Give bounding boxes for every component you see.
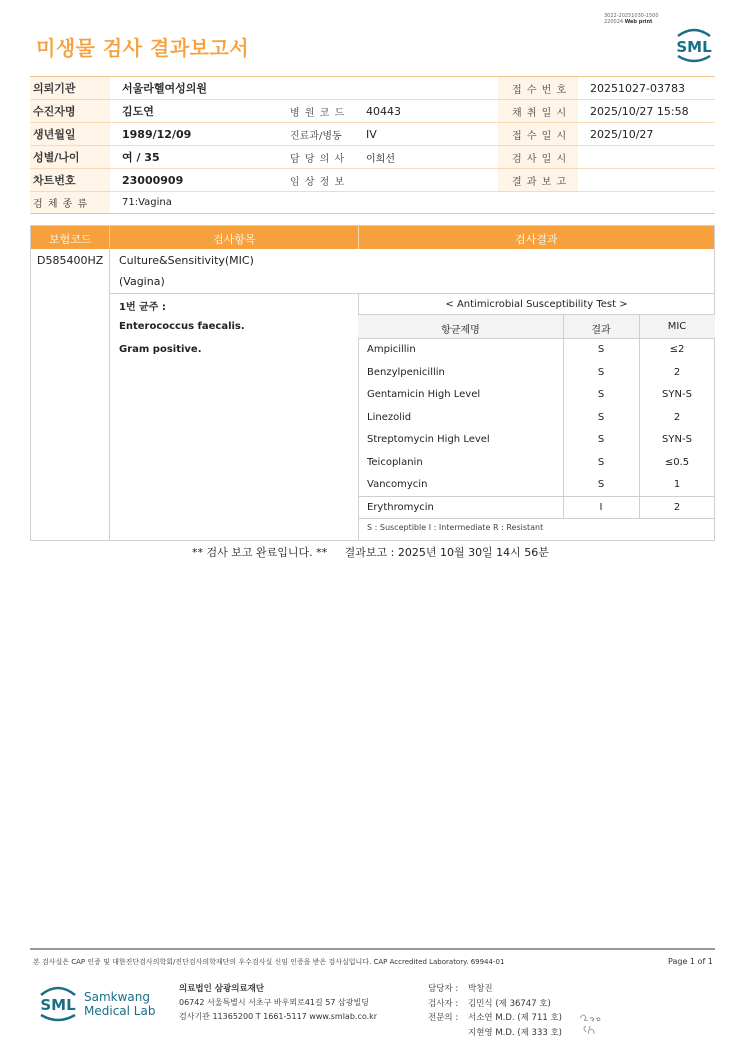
value-chart: 23000909 [122,173,184,187]
ast-header [358,315,715,339]
ast-row: Erythromycin I 2 [367,501,681,513]
report-time: 결과보고 : 2025년 10월 30일 14시 56분 [344,546,549,559]
patient-info-table [30,76,715,214]
results-table [30,225,715,541]
info-row-name [30,100,715,123]
svg-text:SML: SML [676,38,712,56]
header-code: 보험코드 [49,233,92,246]
label-chart: 차트번호 [30,169,110,191]
info-row-sexage [30,146,715,169]
test-name: Culture&Sensitivity(MIC) [119,254,254,267]
label-doctor: 담 당 의 사 [290,153,346,165]
ast-row: Teicoplanin S ≤0.5 [367,456,690,468]
value-sexage: 여 / 35 [122,151,160,164]
divider [358,518,715,519]
info-row-specimen [30,192,715,214]
svg-text:SML: SML [40,996,76,1014]
ast-title: < Antimicrobial Susceptibility Test > [358,294,715,315]
sml-logo-icon [672,24,716,64]
staff-info: 담당자 : 박창진 검사자 : 김민식 (제 36747 호) 전문의 : 서소연 M.D. (제 711 호) 지현영 M.D. (제 333 호) [428,984,563,1038]
ast-col-result: 결과 [591,325,611,336]
label-tested: 검 사 일 시 [498,146,578,168]
label-hospital-code: 병 원 코 드 [290,107,346,119]
gram-stain: Gram positive. [119,344,202,355]
ast-col-drug: 항균제명 [441,325,480,336]
ast-row: Vancomycin S 1 [367,479,681,490]
label-name: 수진자명 [30,100,110,122]
value-dept: IV [366,127,377,141]
label-report: 결 과 보 고 [498,169,578,191]
info-row-chart [30,169,715,192]
info-row-dob [30,123,715,146]
value-doctor: 이희선 [366,153,395,165]
value-requester: 서울라헬여성의원 [122,82,208,95]
header-item: 검사항목 [213,233,256,246]
report-title: 미생물 검사 결과보고서 [36,36,250,60]
value-specimen: 71:Vagina [122,197,172,208]
ast-row: Benzylpenicillin S 2 [367,366,681,378]
ast-row: Gentamicin High Level S SYN-S [367,389,692,400]
certification-note: 본 검사실은 CAP 인증 및 대한진단검사의학회/진단검사의학재단의 우수검사실 신임 인증을 받은 검사실입니다. CAP Accredited Laboratory. 69944-01 [33,958,505,966]
page-number: Page 1 of 1 [668,957,713,966]
label-specimen: 검 체 종 류 [30,192,110,213]
value-tested [578,146,715,168]
footer-divider [30,948,715,950]
organism-name: Enterococcus faecalis. [119,321,245,332]
organization-info: 의료법인 삼광의료재단 06742 서울특별시 서초구 바우뫼로41길 57 삼광빌딩 검사기관 11365200 T 1661-5117 www.smlab.co.kr [179,984,378,1021]
ast-legend: S : Susceptible I : Intermediate R : Resistant [367,523,544,532]
divider [358,226,359,249]
label-collected: 채 취 일 시 [498,100,578,122]
value-hospital-code: 40443 [366,104,401,118]
value-clinical [358,169,498,191]
strain-label: 1번 균주 : [119,302,166,313]
label-received: 접 수 일 시 [498,123,578,145]
info-row-requester [30,77,715,100]
ast-row: Streptomycin High Level S SYN-S [367,434,692,445]
label-dob: 생년월일 [30,123,110,145]
label-sexage: 성별/나이 [30,146,110,168]
label-requester: 의뢰기관 [30,77,110,99]
label-receipt-no: 접 수 번 호 [498,77,578,99]
print-code: 3022-20251030-1500 220024 Web print [604,13,659,25]
divider [109,226,110,540]
value-name: 김도연 [122,105,154,118]
test-specimen: (Vagina) [119,275,165,288]
brand-name: Samkwang Medical Lab [84,990,156,1018]
completion-note [192,544,563,560]
ast-row: Ampicillin S ≤2 [367,344,685,355]
value-receipt-no: 20251027-03783 [590,81,685,95]
insurance-code: D585400HZ [37,254,104,267]
value-report [578,169,715,191]
sml-logo-icon [36,980,80,1024]
value-dob: 1989/12/09 [122,127,192,141]
value-collected: 2025/10/27 15:58 [590,104,689,118]
header-result: 검사결과 [515,233,558,246]
ast-row: Linezolid S 2 [367,411,681,423]
ast-col-mic: MIC [667,321,687,332]
signature-icon [578,1010,608,1038]
value-received: 2025/10/27 [590,127,654,141]
results-header [31,226,714,249]
completion-status: ** 검사 보고 완료입니다. ** [192,546,328,559]
label-dept: 진료과/병동 [290,130,342,142]
label-clinical: 임 상 정 보 [290,176,346,188]
